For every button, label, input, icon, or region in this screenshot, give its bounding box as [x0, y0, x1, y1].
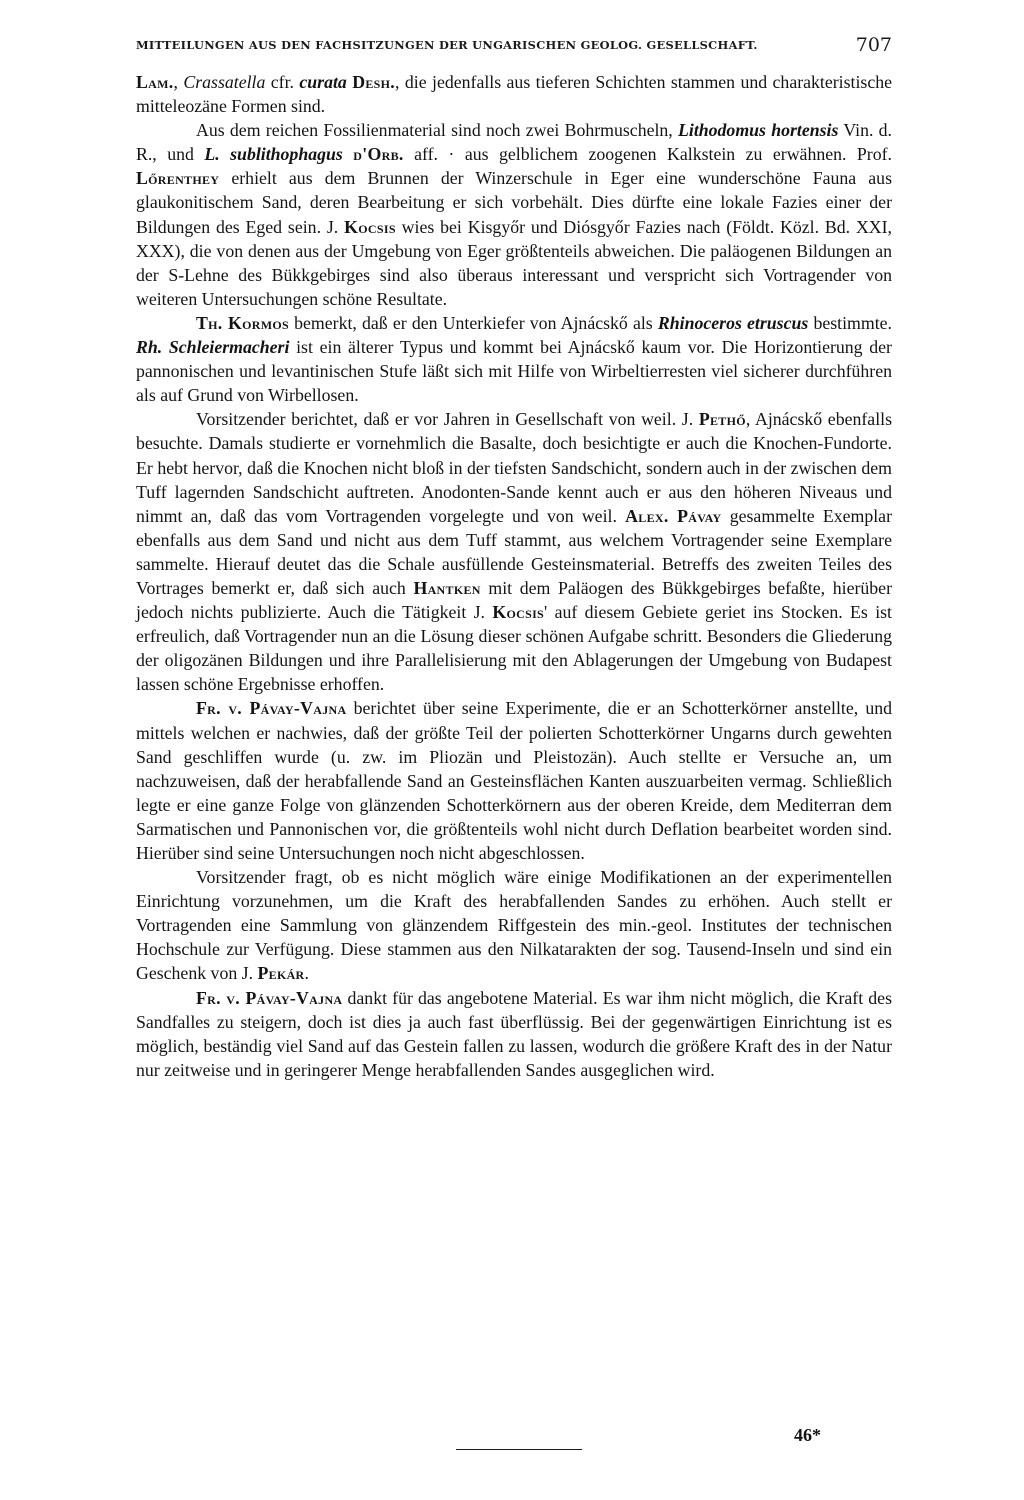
text-run: . — [304, 963, 309, 984]
name-smallcaps: Fr. v. Pávay-Vajna — [196, 987, 343, 1008]
paragraph — [136, 865, 892, 985]
name-smallcaps: d'Orb. — [353, 144, 404, 165]
name-smallcaps: Hantken — [413, 577, 481, 598]
emphasized-text: Crassatella — [183, 72, 266, 92]
text-run: , — [173, 72, 184, 92]
text-run: Vorsitzender berichtet, daß er vor Jahren in Gesellschaft von weil. J. — [196, 409, 699, 430]
text-run: dankt für das angebotene Material. Es war ihm nicht möglich, die Kraft des Sandfalles zu steigern, doch ist dies ja auch fast überflüssig. Bei der gegenwärtigen Einrichtung ist es möglich, beständig viel Sand auf das Gestein fallen zu lassen, wodurch die größere Kraft des in der Natur nur zeitweise und in geringerer Menge herabfallenden Sandes ausgeglichen wird. — [136, 987, 892, 1080]
text-run: bemerkt, daß er den Unterkiefer von Ajnácskő als — [288, 312, 658, 333]
text-run: erhielt aus dem Brunnen der Winzerschule in Eger eine wunderschöne Fauna aus glaukonitischem Sand, deren Bearbeitung er sich vorbehält. Dies dürfte eine lokale Fazies einer der Bildungen des Eged sein. J. — [136, 168, 892, 237]
text-run: Aus dem reichen Fossilienmaterial sind noch zwei Bohrmuscheln, — [196, 120, 679, 141]
text-run: wies bei Kisgyőr und Diósgyőr Fazies nach (Földt. Közl. Bd. XXI, XXX), die von denen aus der Umgebung von Eger größtenteils abweichen. Die paläogenen Bildungen an der S-Lehne des Bükkgebirges sind also überaus interessant und verspricht sich Vortragender von weiteren Untersuchungen schöne Resultate. — [136, 216, 892, 309]
signature-mark: 46* — [794, 1425, 821, 1445]
text-run: Vin. d. R., und — [136, 120, 892, 165]
paragraph — [136, 407, 892, 696]
name-smallcaps: Lam. — [136, 72, 174, 92]
text-run: ist ein älterer Typus und kommt bei Ajnácskő kaum vor. Die Horizontierung der pannonischen und levantinischen Stufe läßt sich mit Hilfe von Wirbeltierresten viel sicherer durchführen als auf Grund von Wirbellosen. — [136, 337, 892, 406]
emphasized-text: Rhinoceros etruscus — [657, 312, 809, 333]
text-run: berichtet über seine Experimente, die er an Schotterkörner anstellte, und mittels welchen er nachwies, daß der größte Teil der polierten Schotterkörner Ungarns durch gewehten Sand geschliffen wurde (u. zw. im Pliozän und Pleistozän). Auch stellte er Versuche an, um nachzuweisen, daß der herabfallende Sand an Gesteinsflächen Kanten auszuarbeiten vermag. Schließlich legte er eine ganze Folge von glänzenden Schotterkörnern aus der oberen Kreide, dem Mediterran dem Sarmatischen und Pannonischen vor, die größtenteils wohl nicht durch Deflation bearbeitet worden sind. Hierüber sind seine Untersuchungen noch nicht abgeschlossen. — [136, 698, 893, 863]
name-smallcaps: Pethő — [698, 409, 746, 430]
emphasized-text: L. sublithophagus — [204, 144, 343, 165]
text-run: ' auf diesem Gebiete geriet ins Stocken. Es ist erfreulich, daß Vortragender nun an die Lösung dieser schönen Aufgabe schritt. Besonders die Gliederung der oligozänen Bildungen und ihre Parallelisierung mit den Ablagerungen der Umgebung von Budapest lassen schöne Ergebnisse erhoffen. — [136, 602, 892, 695]
name-smallcaps: Alex. Pávay — [625, 505, 722, 526]
name-smallcaps: Kocsis — [344, 216, 396, 237]
text-run: mit dem Paläogen des Bükkgebirges befaßte, hierüber jedoch nichts publizierte. Auch die Tätigkeit J. — [136, 577, 892, 623]
name-smallcaps: Fr. v. Pávay-Vajna — [196, 698, 347, 719]
text-run — [343, 144, 353, 164]
paragraph — [136, 986, 892, 1082]
name-smallcaps: Kocsis — [492, 602, 545, 623]
text-run: , die jedenfalls aus tieferen Schichten stammen und charakteristische mitteleozäne Formen sind. — [136, 72, 893, 117]
paragraph — [136, 696, 892, 865]
name-smallcaps: Desh. — [352, 72, 396, 92]
emphasized-text: Lithodomus hortensis — [678, 120, 839, 141]
body-text — [136, 70, 892, 1082]
name-smallcaps: Lőrenthey — [136, 168, 220, 189]
paragraph — [136, 311, 892, 407]
page-number: 707 — [855, 34, 892, 56]
footer-rule — [456, 1449, 582, 1450]
text-run: cfr. — [265, 72, 300, 92]
emphasized-text: Rh. Schleiermacheri — [136, 337, 290, 358]
emphasized-text: curata — [299, 72, 347, 92]
running-head — [136, 34, 892, 58]
text-run: Vorsitzender fragt, ob es nicht möglich wäre einige Modifikationen an der experimentellen Einrichtung vorzunehmen, um die Kraft des herabfallenden Sandes zu erhöhen. Auch stellt er Vortragenden eine Sammlung von glänzendem Riffgestein des min.-geol. Institutes der technischen Hochschule zur Verfügung. Diese stammen aus den Nilkatarakten der sog. Tausend-Inseln und sind ein Geschenk von J. — [136, 867, 892, 984]
text-run: gesammelte Exemplar ebenfalls aus dem Sand und nicht aus dem Tuff stammt, aus welchem Vortragender seine Exemplare sammelte. Hierauf deutet das die Schale ausfüllende Gesteinsmaterial. Betreffs des zweiten Teiles des Vortrages bemerkt er, daß sich auch — [136, 505, 892, 598]
name-smallcaps: Th. Kormos — [196, 312, 289, 333]
text-run: bestimmte. — [808, 312, 893, 333]
paragraph — [136, 70, 892, 118]
paragraph — [136, 118, 892, 311]
text-run: aff. · aus gelblichem zoogenen Kalkstein zu erwähnen. Prof. — [403, 144, 892, 165]
name-smallcaps: Pekár — [257, 963, 305, 984]
text-run: , Ajnácskő ebenfalls besuchte. Damals studierte er vornehmlich die Basalte, doch besichtigte er auch die Knochen-Fundorte. Er hebt hervor, daß die Knochen nicht bloß in der tiefsten Sandschicht, sondern auch in der zwischen dem Tuff lagernden Sandschicht auftreten. Anodonten-Sande kennt auch er aus den höheren Niveaus und nimmt an, daß das vom Vortragenden vorgelegte und von weil. — [136, 409, 892, 526]
running-head-title: MITTEILUNGEN AUS DEN FACHSITZUNGEN DER UNGARISCHEN GEOLOG. GESELLSCHAFT. — [136, 38, 758, 52]
